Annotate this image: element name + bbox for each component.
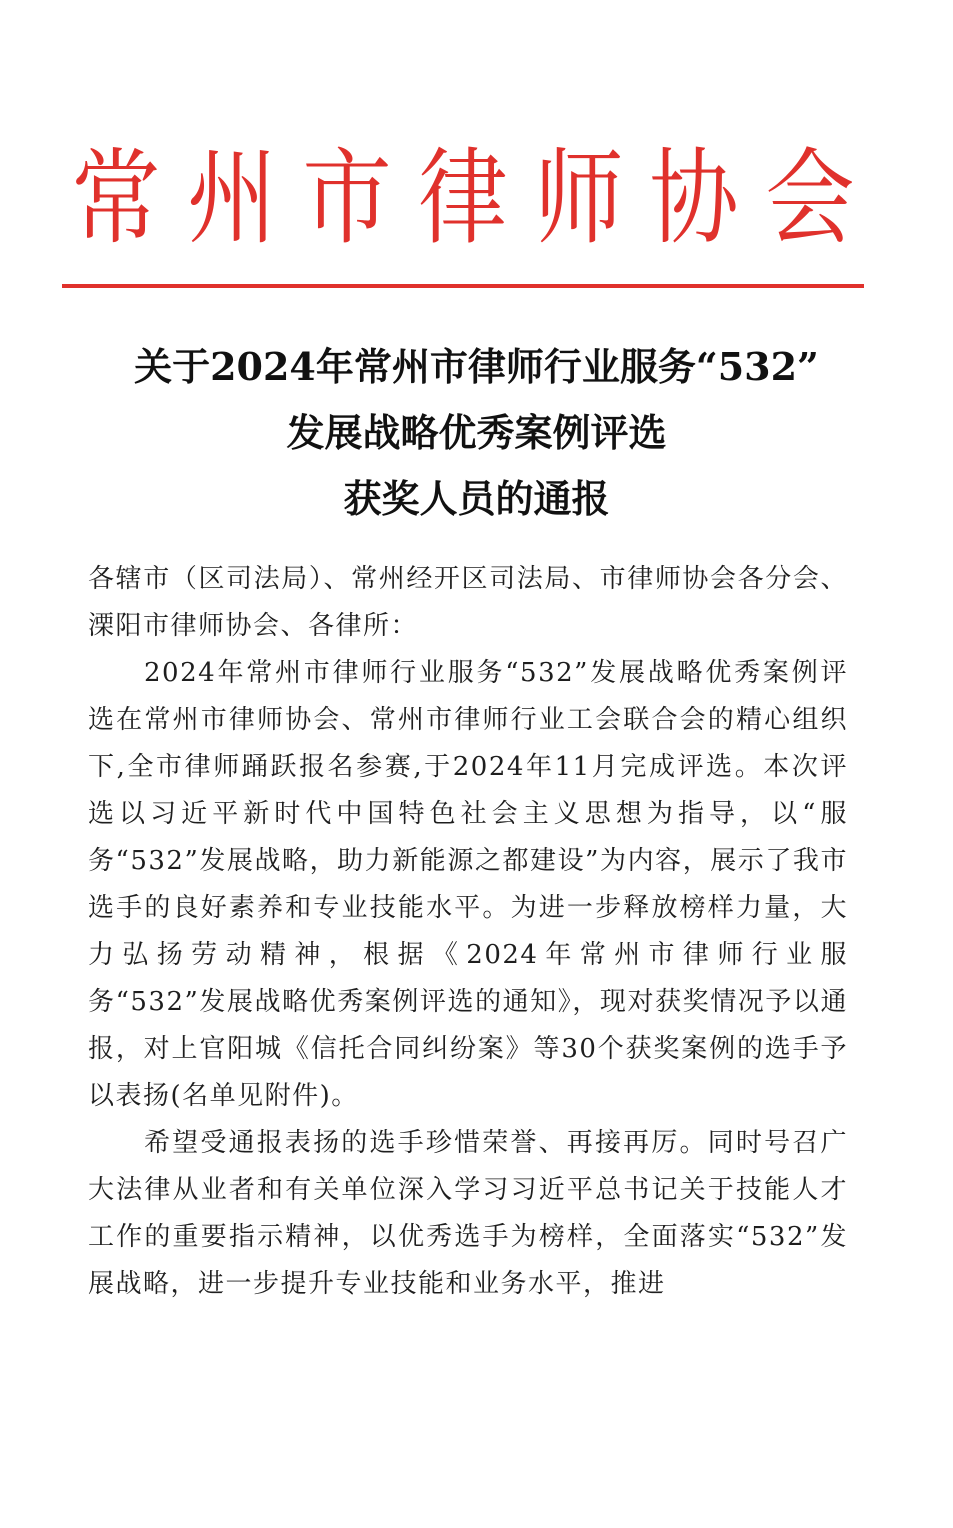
masthead-char: 市 [302,137,393,259]
masthead-char: 常 [71,137,161,259]
header-divider [62,284,864,288]
org-masthead [62,138,864,258]
masthead-char: 协 [649,137,740,259]
body-paragraph-1: 2024年常州市律师行业服务“532”发展战略优秀案例评选在常州市律师协会、常州市律师行业工会联合会的精心组织下,全市律师踊跃报名参赛,于2024年11月完成评选。本次评选以习近平新时代中国特色社会主义思想为指导，以“服务“532”发展战略，助力新能源之都建设”为内容，展示了我市选手的良好素养和专业技能水平。为进一步释放榜样力量，大力弘扬劳动精神，根据《2024年常州市律师行业服务“532”发展战略优秀案例评选的通知》，现对获奖情况予以通报，对上官阳城《信托合同纠纷案》等30个获奖案例的选手予以表扬(名单见附件)。 [88,658,848,1111]
document-title [40,334,913,532]
body-paragraph-2: 希望受通报表扬的选手珍惜荣誉、再接再厉。同时号召广大法律从业者和有关单位深入学习习近平总书记关于技能人才工作的重要指示精神，以优秀选手为榜样，全面落实“532”发展战略，进一步提升专业技能和业务水平，推进 [88,1128,848,1299]
title-line-2: 发展战略优秀案例评选 [286,410,667,455]
salutation: 各辖市（区司法局）、常州经开区司法局、市律师协会各分会、溧阳市律师协会、各律所： [88,564,848,641]
title-line-1: 关于2024年常州市律师行业服务“532” [134,344,819,389]
document-body [88,556,848,1308]
title-line-3: 获奖人员的通报 [343,476,610,521]
masthead-char: 师 [533,137,624,259]
masthead-char: 会 [765,137,855,259]
masthead-char: 州 [186,137,277,259]
masthead-char: 律 [418,137,508,259]
